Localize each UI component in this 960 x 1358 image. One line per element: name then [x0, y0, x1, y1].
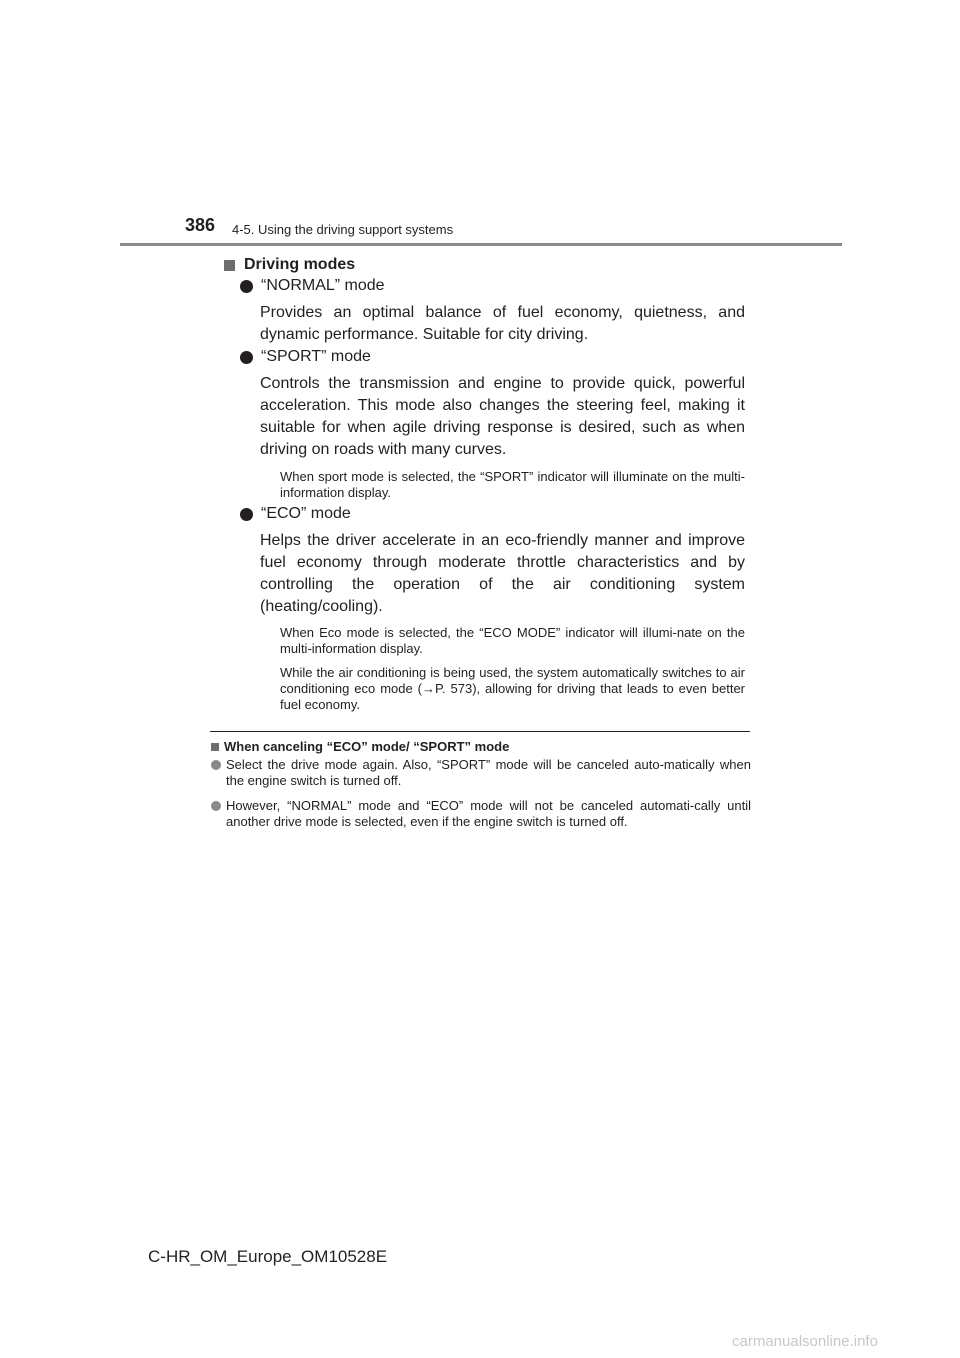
round-bullet-icon	[240, 351, 253, 364]
info-item	[211, 757, 751, 789]
info-item-text: However, “NORMAL” mode and “ECO” mode will not be canceled automati-cally until another drive mode is selected, even if the engine switch is turned off.	[226, 798, 751, 829]
mode-sport-note: When sport mode is selected, the “SPORT” indicator will illuminate on the multi-information display.	[280, 469, 745, 500]
canceling-heading	[211, 739, 509, 754]
watermark: carmanualsonline.info	[732, 1333, 878, 1350]
round-bullet-icon	[211, 801, 221, 811]
sub-heading-text: When canceling “ECO” mode/ “SPORT” mode	[224, 739, 510, 754]
driving-modes-heading	[224, 256, 355, 274]
square-bullet-icon	[224, 260, 235, 271]
heading-text: Driving modes	[244, 256, 356, 273]
section-title: 4-5. Using the driving support systems	[232, 222, 454, 237]
document-code: C-HR_OM_Europe_OM10528E	[148, 1247, 388, 1266]
mode-sport-label	[240, 348, 371, 366]
mode-label: “SPORT” mode	[261, 348, 371, 365]
round-bullet-icon	[211, 760, 221, 770]
mode-eco-note-1: When Eco mode is selected, the “ECO MODE” indicator will illumi-nate on the multi-information display.	[280, 625, 745, 656]
header-divider	[120, 243, 842, 246]
mode-eco-label	[240, 505, 351, 523]
info-item-text: Select the drive mode again. Also, “SPORT” mode will be canceled auto-matically when the engine switch is turned off.	[226, 757, 751, 788]
mode-normal-description: Provides an optimal balance of fuel economy, quietness, and dynamic performance. Suitable for city driving.	[260, 304, 745, 343]
mode-eco-note-2: While the air conditioning is being used, the system automatically switches to air conditioning eco mode (→P. 573), allowing for driving that leads to even better fuel economy.	[280, 665, 745, 712]
section-divider	[210, 731, 750, 732]
round-bullet-icon	[240, 508, 253, 521]
info-item	[211, 798, 751, 830]
round-bullet-icon	[240, 280, 253, 293]
mode-sport-description: Controls the transmission and engine to provide quick, powerful acceleration. This mode also changes the steering feel, making it suitable for when agile driving response is desired, such as when driving on roads with many curves.	[260, 375, 745, 458]
mode-eco-description: Helps the driver accelerate in an eco-friendly manner and improve fuel economy through moderate throttle characteristics and by controlling the operation of the air conditioning system (heating/cooling).	[260, 532, 745, 615]
mode-normal-label	[240, 277, 385, 295]
mode-label: “NORMAL” mode	[261, 277, 385, 294]
page-header	[0, 0, 960, 250]
page-number: 386	[185, 215, 216, 235]
mode-label: “ECO” mode	[261, 505, 351, 522]
square-bullet-icon	[211, 743, 219, 751]
